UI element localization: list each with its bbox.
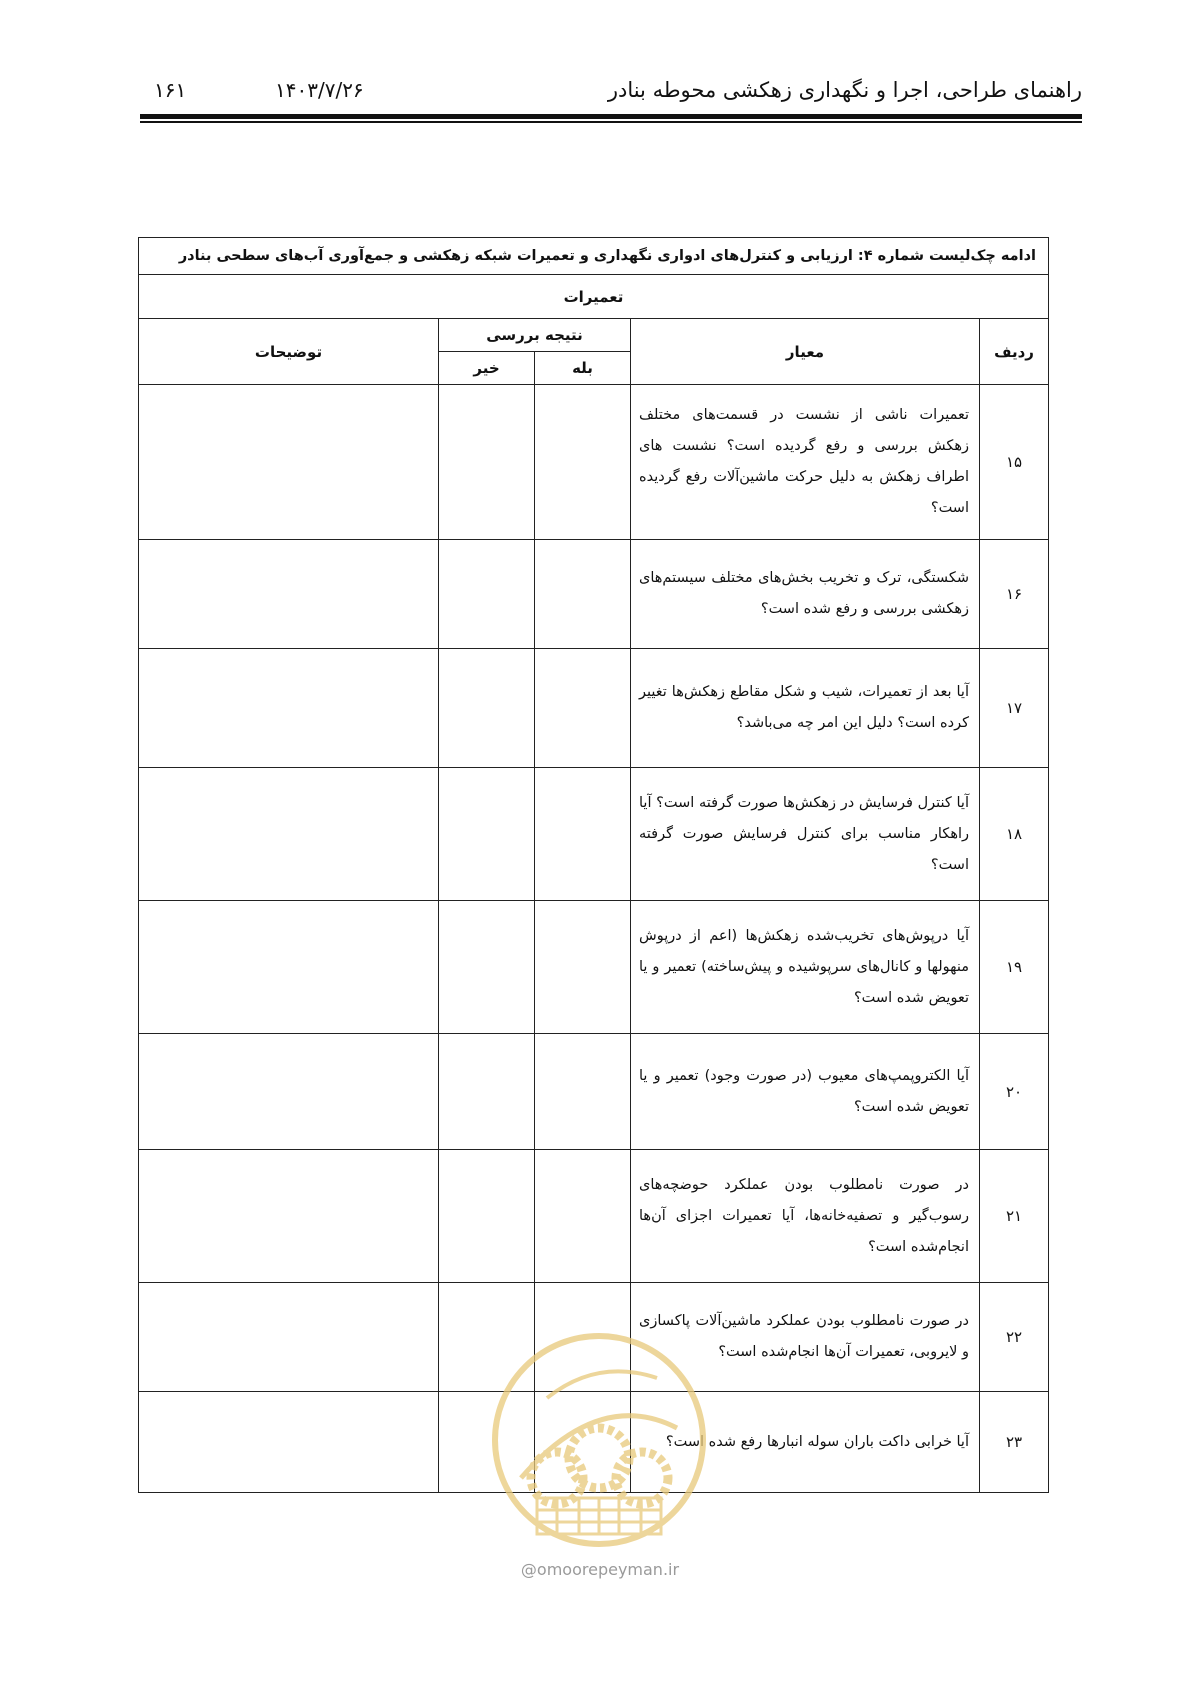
header-date: ۱۴۰۳/۷/۲۶	[275, 78, 364, 102]
table-caption-row	[139, 238, 1049, 275]
notes-cell[interactable]	[139, 1392, 439, 1493]
row-number: ۲۳	[980, 1392, 1049, 1493]
row-number: ۱۷	[980, 649, 1049, 768]
yes-cell[interactable]	[535, 649, 631, 768]
table-row	[139, 540, 1049, 649]
header-row-1	[139, 319, 1049, 352]
section-row	[139, 275, 1049, 319]
no-cell[interactable]	[439, 1034, 535, 1150]
yes-cell[interactable]	[535, 385, 631, 540]
notes-cell[interactable]	[139, 901, 439, 1034]
row-number: ۱۶	[980, 540, 1049, 649]
notes-cell[interactable]	[139, 768, 439, 901]
no-cell[interactable]	[439, 768, 535, 901]
yes-cell[interactable]	[535, 1034, 631, 1150]
notes-cell[interactable]	[139, 1150, 439, 1283]
col-result-header: نتیجه بررسی	[439, 319, 631, 352]
no-cell[interactable]	[439, 649, 535, 768]
notes-cell[interactable]	[139, 1034, 439, 1150]
row-criterion: تعمیرات ناشی از نشست در قسمت‌های مختلف زهکش بررسی و رفع گردیده است؟ نشست های اطراف زهکش به دلیل حرکت ماشین‌آلات رفع گردیده است؟	[631, 385, 980, 540]
table-row	[139, 649, 1049, 768]
yes-cell[interactable]	[535, 768, 631, 901]
col-no-header: خیر	[439, 352, 535, 385]
no-cell[interactable]	[439, 1150, 535, 1283]
row-criterion: آیا درپوش‌های تخریب‌شده زهکش‌ها (اعم از درپوش منهولها و کانال‌های سرپوشیده و پیش‌ساخته) تعمیر و یا تعویض شده است؟	[631, 901, 980, 1034]
yes-cell[interactable]	[535, 1150, 631, 1283]
watermark-website: @omoorepeyman.ir	[520, 1560, 680, 1579]
table-row	[139, 1150, 1049, 1283]
notes-cell[interactable]	[139, 649, 439, 768]
row-number: ۲۲	[980, 1283, 1049, 1392]
header-rule-thick	[140, 114, 1082, 119]
row-criterion: شکستگی، ترک و تخریب بخش‌های مختلف سیستم‌های زهکشی بررسی و رفع شده است؟	[631, 540, 980, 649]
row-number: ۱۵	[980, 385, 1049, 540]
no-cell[interactable]	[439, 385, 535, 540]
notes-cell[interactable]	[139, 385, 439, 540]
table-row	[139, 768, 1049, 901]
row-number: ۲۰	[980, 1034, 1049, 1150]
document-title: راهنمای طراحی، اجرا و نگهداری زهکشی محوطه بنادر	[607, 78, 1082, 102]
row-criterion: آیا خرابی داکت باران سوله انبارها رفع شده است؟	[631, 1392, 980, 1493]
checklist-table	[138, 237, 1049, 1493]
yes-cell[interactable]	[535, 901, 631, 1034]
row-criterion: آیا کنترل فرسایش در زهکش‌ها صورت گرفته است؟ آیا راهکار مناسب برای کنترل فرسایش صورت گرفته است؟	[631, 768, 980, 901]
notes-cell[interactable]	[139, 540, 439, 649]
table-row	[139, 901, 1049, 1034]
col-yes-header: بله	[535, 352, 631, 385]
yes-cell[interactable]	[535, 540, 631, 649]
table-caption: ادامه چک‌لیست شماره ۴: ارزیابی و کنترل‌های ادواری نگهداری و تعمیرات شبکه زهکشی و جمع‌آوری آب‌های سطحی بنادر	[139, 238, 1049, 275]
col-criterion-header: معیار	[631, 319, 980, 385]
row-number: ۱۸	[980, 768, 1049, 901]
watermark-logo	[487, 1328, 711, 1552]
notes-cell[interactable]	[139, 1283, 439, 1392]
header-rule-thin	[140, 121, 1082, 123]
page-header	[140, 72, 1082, 112]
no-cell[interactable]	[439, 540, 535, 649]
no-cell[interactable]	[439, 901, 535, 1034]
col-notes-header: توضیحات	[139, 319, 439, 385]
row-number: ۱۹	[980, 901, 1049, 1034]
row-criterion: در صورت نامطلوب بودن عملکرد ماشین‌آلات پاکسازی و لایروبی، تعمیرات آن‌ها انجام‌شده است؟	[631, 1283, 980, 1392]
row-criterion: در صورت نامطلوب بودن عملکرد حوضچه‌های رسوب‌گیر و تصفیه‌خانه‌ها، آیا تعمیرات اجزای آن‌ها انجام‌شده است؟	[631, 1150, 980, 1283]
page-number: ۱۶۱	[154, 78, 187, 102]
row-criterion: آیا بعد از تعمیرات، شیب و شکل مقاطع زهکش‌ها تغییر کرده است؟ دلیل این امر چه می‌باشد؟	[631, 649, 980, 768]
row-number: ۲۱	[980, 1150, 1049, 1283]
section-title: تعمیرات	[139, 275, 1049, 319]
row-criterion: آیا الکتروپمپ‌های معیوب (در صورت وجود) تعمیر و یا تعویض شده است؟	[631, 1034, 980, 1150]
col-row-no-header: ردیف	[980, 319, 1049, 385]
table-row	[139, 385, 1049, 540]
table-row	[139, 1034, 1049, 1150]
